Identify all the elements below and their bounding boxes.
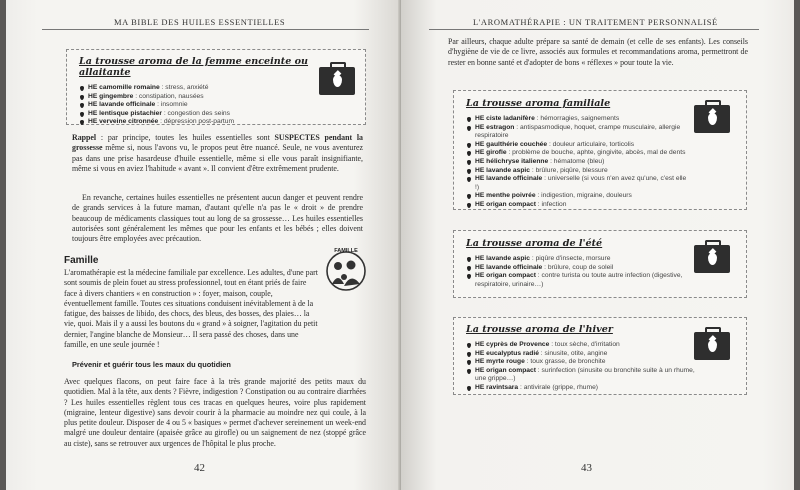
header-rule-left [42, 29, 369, 30]
list-item: HE origan compact : surinfection (sinusite ou bronchite suite à un rhume, une grippe…) [466, 367, 704, 384]
box-summer-list [466, 255, 704, 289]
family-logo-label: FAMILLE [334, 248, 358, 254]
list-item: HE ciste ladanifère : hémorragies, saignements [466, 115, 691, 124]
list-item: HE lavande aspic : brûlure, piqûre, blessure [466, 167, 691, 176]
list-item: HE estragon : antispasmodique, hoquet, crampe musculaire, allergie respiratoire [466, 124, 691, 141]
list-item: HE myrte rouge : toux grasse, de bronchite [466, 358, 704, 367]
list-item: HE origan compact : infection [466, 201, 691, 210]
list-item: HE menthe poivrée : indigestion, migraine, douleurs [466, 192, 691, 201]
paragraph-2: En revanche, certaines huiles essentielles ne présentent aucun danger et peuvent rendre de grands services à la future maman, d'autant qu'elle n'a pas le « droit » de prendre beaucoup de médicaments classiques tout au long de sa grossesse… Les huiles essentielles autorisées sont généralement les mêmes que pour les enfants et les bébés ; elles doivent toujours être employées avec précaution. [72, 193, 363, 244]
box-family-list [466, 115, 691, 210]
page-number-right: 43 [581, 462, 592, 474]
box-pregnant-title: La trousse aroma de la femme enceinte ou allaitante [79, 56, 309, 78]
final-paragraph: Avec quelques flacons, on peut faire face à la très grande majorité des petits maux du quotidien. Mal à la tête, aux dents ? Fièvre, indigestion ? Constipation ou au contraire diarrhées ? Les huiles essentielles règlent tous ces tracas en quelques heures, voire plus rapidement (migraine, lenteur digestive) sans devoir courir à la pharmacie au moindre nez qui coule, à la plus petite douleur. Disposer de 4 ou 5 « basiques » permet d'achever sereinement un week-end malgré une douleur dentaire (apaisée grâce au girofle) ou un saignement de nez (stoppé grâce au ciste), sans se retrouver aux urgences de l'hôpital le plus proche. [64, 377, 366, 448]
aroma-kit-icon [694, 105, 730, 133]
list-item: HE lentisque pistachier : congestion des seins [79, 110, 353, 119]
running-head-right: L'AROMATHÉRAPIE : UN TRAITEMENT PERSONNALISÉ [473, 17, 718, 27]
intro-paragraph: Par ailleurs, chaque adulte prépare sa santé de demain (et celle de ses enfants). Les conseils d'hygiène de vie de ce livre, associés aux formules et recommandations aroma, permettront de rester en bonne santé et d'adopter de bons « réflexes » pour toute la vie. [448, 37, 748, 67]
box-winter [453, 317, 747, 395]
list-item: HE lavande officinale : insomnie [79, 101, 353, 110]
famille-paragraph: L'aromathérapie est la médecine familiale par excellence. Les adultes, d'une part sont soumis de plein fouet au stress professionnel, tout en étant priés de faire face à divers chantiers « en construction » : foyer, maison, couple, éventuellement famille. Toutes ces situations conduisent inévitablement à de la fatigue, des baisses de libido, des chocs, des bleus, des bosses, des plaies… la vie, quoi. Mais il y a aussi les boutons du « grand » à soigner, l'agitation du petit dernier, l'angine blanche de Monsieur… Il sera passé des choses, dans une famille, en une seule journée ! [64, 268, 318, 350]
list-item: HE lavande officinale : universelle (si vous n'en avez qu'une, c'est elle !) [466, 175, 691, 192]
left-page [6, 0, 401, 490]
list-item: HE lavande officinale : brûlure, coup de soleil [466, 264, 704, 273]
list-item: HE hélichryse italienne : hématome (bleu) [466, 158, 691, 167]
list-item: HE gaulthérie couchée : douleur articulaire, torticolis [466, 141, 691, 150]
list-item: HE origan compact : contre turista ou toute autre infection (digestive, respiratoire, urinaire…) [466, 272, 704, 289]
header-rule-right [429, 29, 759, 30]
rappel-paragraph: Rappel : par principe, toutes les huiles essentielles sont SUSPECTES pendant la grossesse même si, nous l'avons vu, le propos peut être nuancé. Seule, ne vous aventurez pas dans une prise hasardeuse d'huile essentielle, même si elle vous paraît insignifiante, même si vous en aviez l'habitude « avant ». Il convient d'être extrêmement prudente. [72, 133, 363, 173]
list-item: HE cyprès de Provence : toux sèche, d'irritation [466, 341, 704, 350]
aroma-kit-icon [319, 67, 355, 95]
box-pregnant [66, 49, 366, 125]
running-head-left: MA BIBLE DES HUILES ESSENTIELLES [114, 17, 286, 27]
box-summer [453, 230, 747, 298]
list-item: HE verveine citronnée : dépression post-partum [79, 118, 353, 127]
box-winter-title: La trousse aroma de l'hiver [466, 324, 613, 335]
box-family [453, 90, 747, 210]
aroma-kit-icon [694, 332, 730, 360]
right-page [401, 0, 794, 490]
box-winter-list [466, 341, 704, 393]
list-item: HE ravintsara : antivirale (grippe, rhume) [466, 384, 704, 393]
list-item: HE gingembre : constipation, nausées [79, 93, 353, 102]
aroma-kit-icon [694, 245, 730, 273]
subheading-prevenir: Prévenir et guérir tous les maux du quotidien [72, 360, 231, 369]
list-item: HE lavande aspic : piqûre d'insecte, morsure [466, 255, 704, 264]
list-item: HE girofle : problème de bouche, aphte, gingivite, abcès, mal de dents [466, 149, 691, 158]
box-pregnant-list [79, 84, 353, 127]
page-number-left: 42 [194, 462, 205, 474]
list-item: HE eucalyptus radié : sinusite, otite, angine [466, 350, 704, 359]
box-summer-title: La trousse aroma de l'été [466, 238, 603, 249]
box-family-title: La trousse aroma familiale [466, 98, 611, 109]
family-icon [324, 244, 368, 294]
list-item: HE camomille romaine : stress, anxiété [79, 84, 353, 93]
section-heading-famille: Famille [64, 255, 99, 266]
